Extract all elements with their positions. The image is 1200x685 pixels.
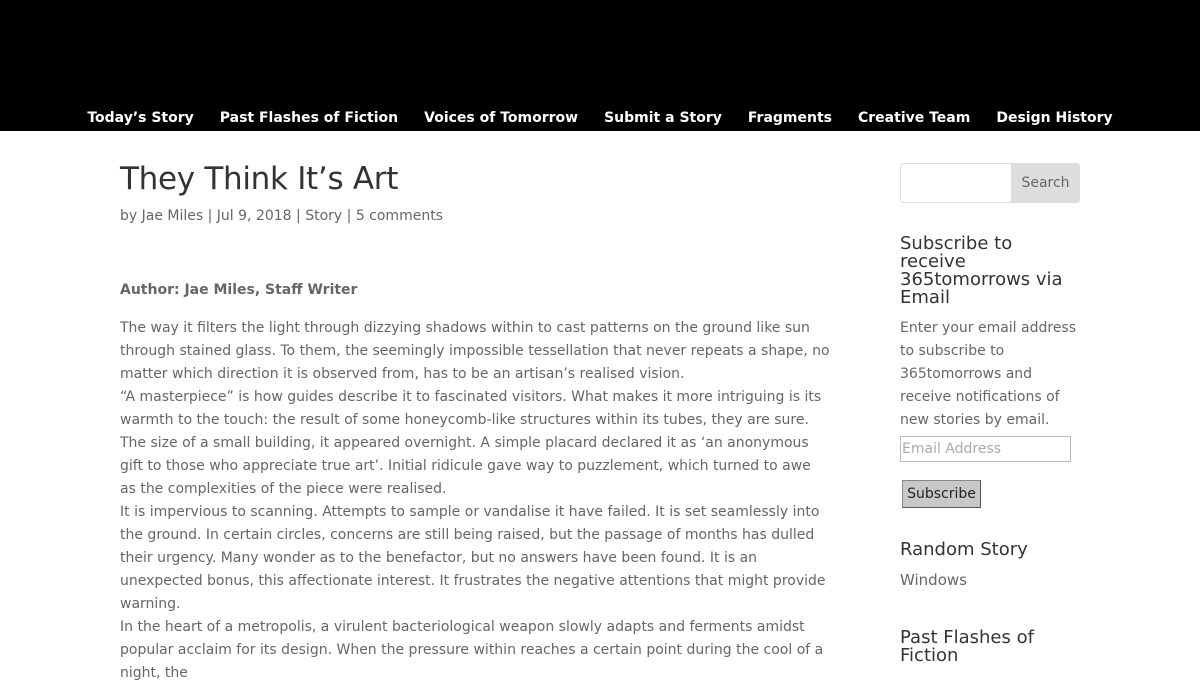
nav-item-creative-team[interactable]: Creative Team [858, 110, 971, 126]
nav-item-past-flashes[interactable]: Past Flashes of Fiction [219, 110, 399, 126]
meta-date: Jul 9, 2018 [216, 208, 292, 224]
meta-author-link[interactable]: Jae Miles [141, 208, 204, 224]
nav-item-submit-a-story[interactable]: Submit a Story [604, 110, 722, 126]
meta-by: by [120, 208, 142, 224]
nav-item-fragments[interactable]: Fragments [747, 110, 832, 126]
nav-item-voices-of-tomorrow[interactable]: Voices of Tomorrow [424, 110, 579, 126]
meta-category-link[interactable]: Story [305, 208, 343, 224]
paragraph: The way it filters the light through dizzying shadows within to cast patterns on the ground like sun through stained glass. To them, the seemingly impossible tessellation that never repeats a shape, no matter which direction it is observed from, has to be an artisan’s realised vision. [120, 320, 830, 382]
main-nav [0, 108, 1200, 128]
post-title: They Think It’s Art [120, 161, 399, 197]
post-meta [120, 207, 830, 225]
random-story-link[interactable]: Windows [900, 571, 967, 589]
past-flashes-widget [900, 629, 1080, 665]
past-flashes-title: Past Flashes of Fiction [900, 627, 1034, 666]
subscribe-widget [900, 235, 1080, 508]
search-button[interactable]: Search [1011, 163, 1080, 203]
subscribe-description: Enter your email address to subscribe to 365tomorrows and receive notifications of new stories by email. [900, 320, 1077, 428]
random-story-title: Random Story [900, 539, 1028, 560]
author-line: Author: Jae Miles, Staff Writer [120, 282, 358, 298]
nav-item-todays-story[interactable]: Today’s Story [87, 110, 194, 126]
search-input[interactable] [900, 163, 1011, 203]
site-header [0, 0, 1200, 131]
meta-separator: | [342, 208, 356, 224]
paragraph: It is impervious to scanning. Attempts to sample or vandalise it have failed. It is set seamlessly into the ground. In certain circles, concerns are still being raised, but the passage of months has dulled their urgency. Many wonder as to the benefactor, but no answers have been found. It is an unexpected bonus, this affectionate interest. It frustrates the negative attentions that might provide warning. [120, 504, 826, 612]
search-form [900, 163, 1080, 203]
paragraph: “A masterpiece” is how guides describe it to fascinated visitors. What makes it more intriguing is its warmth to the touch: the result of some honeycomb-like structures within its tubes, they are sure. [120, 389, 822, 428]
meta-separator: | [291, 208, 306, 224]
subscribe-button[interactable]: Subscribe [902, 480, 981, 508]
sidebar [900, 163, 1080, 665]
random-story-widget [900, 541, 1080, 589]
meta-comments-link[interactable]: 5 comments [355, 208, 443, 224]
post-content [120, 158, 830, 685]
paragraph: In the heart of a metropolis, a virulent bacteriological weapon slowly adapts and ferments amidst popular acclaim for its design. When the pressure within reaches a certain point during the cool of a night, the [120, 619, 824, 681]
paragraph: The size of a small building, it appeared overnight. A simple placard declared it as ‘an anonymous gift to those who appreciate true art’. Initial ridicule gave way to puzzlement, which turned to awe as the complexities of the piece were realised. [120, 435, 811, 497]
nav-item-design-history[interactable]: Design History [996, 110, 1113, 126]
meta-separator: | [203, 208, 217, 224]
email-field[interactable] [900, 436, 1071, 462]
subscribe-title: Subscribe to receive 365tomorrows via Email [900, 233, 1063, 308]
